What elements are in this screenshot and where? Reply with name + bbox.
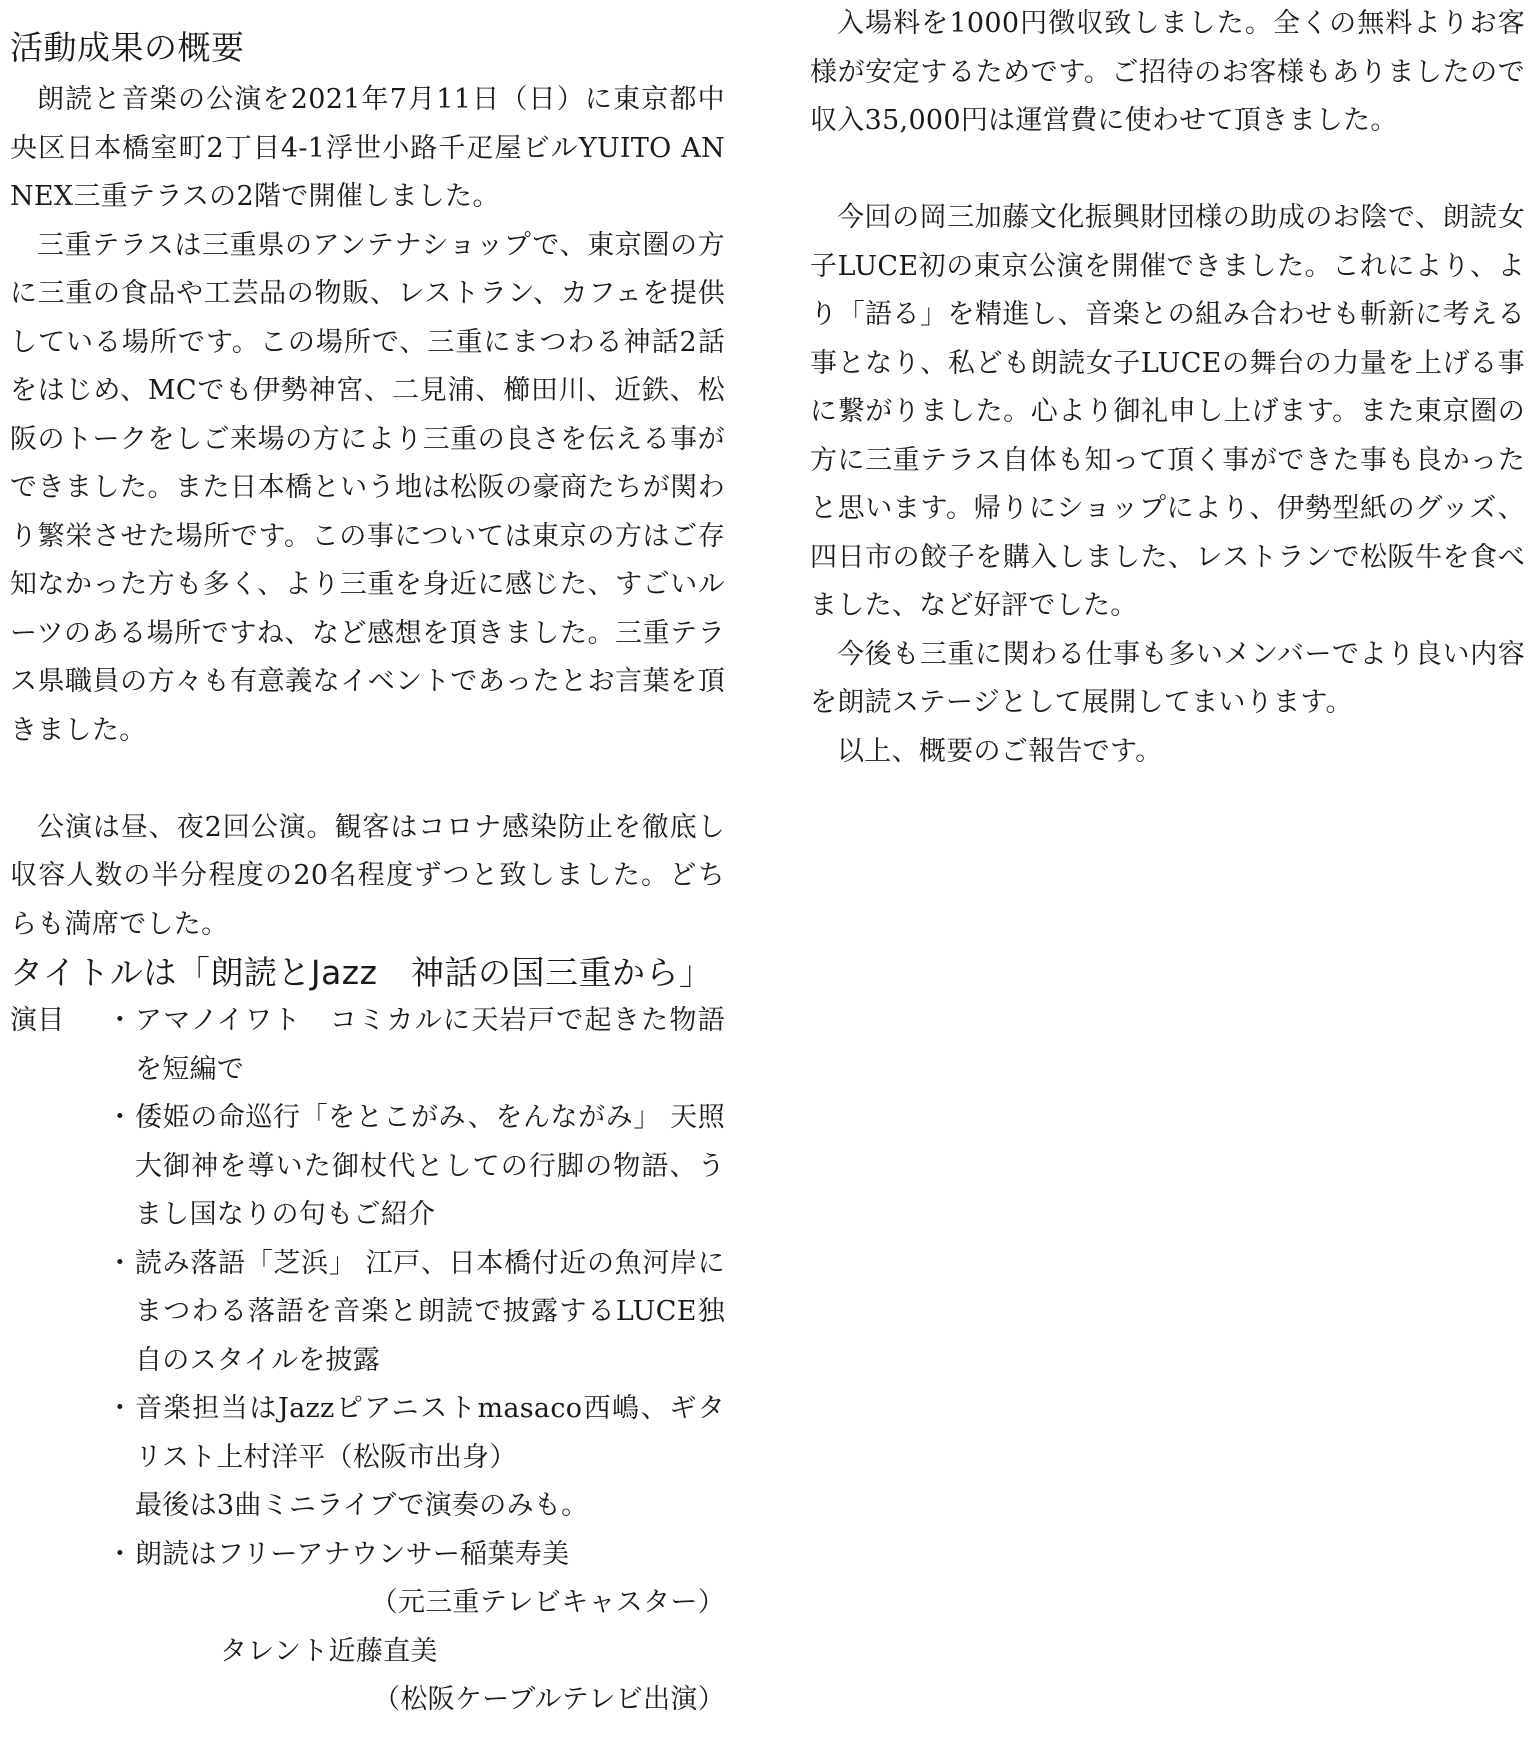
program-item-text: 倭姫の命巡行「をとこがみ、をんながみ」 天照大御神を導いた御杖代としての行脚の物語、うまし国なりの句もご紹介 xyxy=(135,1102,725,1230)
program-item xyxy=(105,1240,725,1386)
program-item xyxy=(105,1531,725,1725)
title-heading: タイトルは「朗読とJazz 神話の国三重から」 xyxy=(10,953,713,992)
performer-note: （元三重テレビキャスター） xyxy=(370,1587,725,1618)
program-item-extra: 最後は3曲ミニライブで演奏のみも。 xyxy=(135,1490,589,1521)
program-item-text: アマノイワト コミカルに天岩戸で起きた物語を短編で xyxy=(135,1005,725,1085)
program-section xyxy=(10,997,725,1725)
program-item-text: 読み落語「芝浜」 江戸、日本橋付近の魚河岸にまつわる落語を音楽と朗読で披露するLUCE独自のスタイルを披露 xyxy=(135,1247,725,1376)
bullet-icon: ・ xyxy=(106,1393,134,1424)
paragraph-thanks: 今回の岡三加藤文化振興財団様の助成のお陰で、朗読女子LUCE初の東京公演を開催できました。これにより、より「語る」を精進し、音楽との組み合わせも斬新に考える事となり、私ども朗読女子LUCEの舞台の力量を上げる事に繋がりました。心より御礼申し上げます。また東京圏の方に三重テラス自体も知って頂く事ができた事も良かったと思います。帰りにショップにより、伊勢型紙のグッズ、四日市の餃子を購入しました、レストランで松阪牛を食べました、など好評でした。 xyxy=(810,202,1525,621)
section-heading: 活動成果の概要 xyxy=(10,28,245,67)
program-list xyxy=(10,997,725,1725)
blank-line xyxy=(810,146,1525,195)
bullet-icon: ・ xyxy=(106,1005,134,1036)
bullet-icon: ・ xyxy=(106,1247,134,1279)
program-item xyxy=(105,997,725,1094)
paragraph-performances: 公演は昼、夜2回公演。観客はコロナ感染防止を徹底し収容人数の半分程度の20名程度ずつと致しました。どちらも満席でした。 xyxy=(10,811,725,940)
paragraph-mie-terrace: 三重テラスは三重県のアンテナショップで、東京圏の方に三重の食品や工芸品の物販、レストラン、カフェを提供している場所です。この場所で、三重にまつわる神話2話をはじめ、MCでも伊勢神宮、二見浦、櫛田川、近鉄、松阪のトークをしご来場の方により三重の良さを伝える事ができました。また日本橋という地は松阪の豪商たちが関わり繁栄させた場所です。この事については東京の方はご存知なかった方も多く、より三重を身近に感じた、すごいルーツのある場所ですね、など感想を頂きました。三重テラス県職員の方々も有意義なイベントであったとお言葉を頂きました。 xyxy=(10,229,725,746)
performer-note: （松阪ケーブルテレビ出演） xyxy=(373,1684,725,1715)
program-item-text: 朗読はフリーアナウンサー稲葉寿美 xyxy=(135,1538,570,1570)
left-column xyxy=(10,0,725,1725)
right-column xyxy=(810,0,1525,776)
bullet-icon: ・ xyxy=(106,1102,134,1133)
paragraph-closing: 以上、概要のご報告です。 xyxy=(837,735,1163,767)
program-label: 演目 xyxy=(10,1005,65,1036)
program-item xyxy=(105,1385,725,1531)
bullet-icon: ・ xyxy=(106,1538,134,1570)
program-item xyxy=(105,1094,725,1240)
performer-name: タレント近藤直美 xyxy=(220,1635,438,1667)
paragraph-admission: 入場料を1000円徴収致しました。全くの無料よりお客様が安定するためです。ご招待のお客様もありましたので収入35,000円は運営費に使わせて頂きました。 xyxy=(810,8,1525,136)
paragraph-venue: 朗読と音楽の公演を2021年7月11日（日）に東京都中央区日本橋室町2丁目4-1浮世小路千疋屋ビルYUITO ANNEX三重テラスの2階で開催しました。 xyxy=(10,84,725,212)
blank-line xyxy=(10,755,725,804)
paragraph-future: 今後も三重に関わる仕事も多いメンバーでより良い内容を朗読ステージとして展開してまいります。 xyxy=(810,638,1525,718)
program-item-text: 音楽担当はJazzピアニストmasaco西嶋、ギタリスト上村洋平（松阪市出身） xyxy=(135,1393,725,1473)
